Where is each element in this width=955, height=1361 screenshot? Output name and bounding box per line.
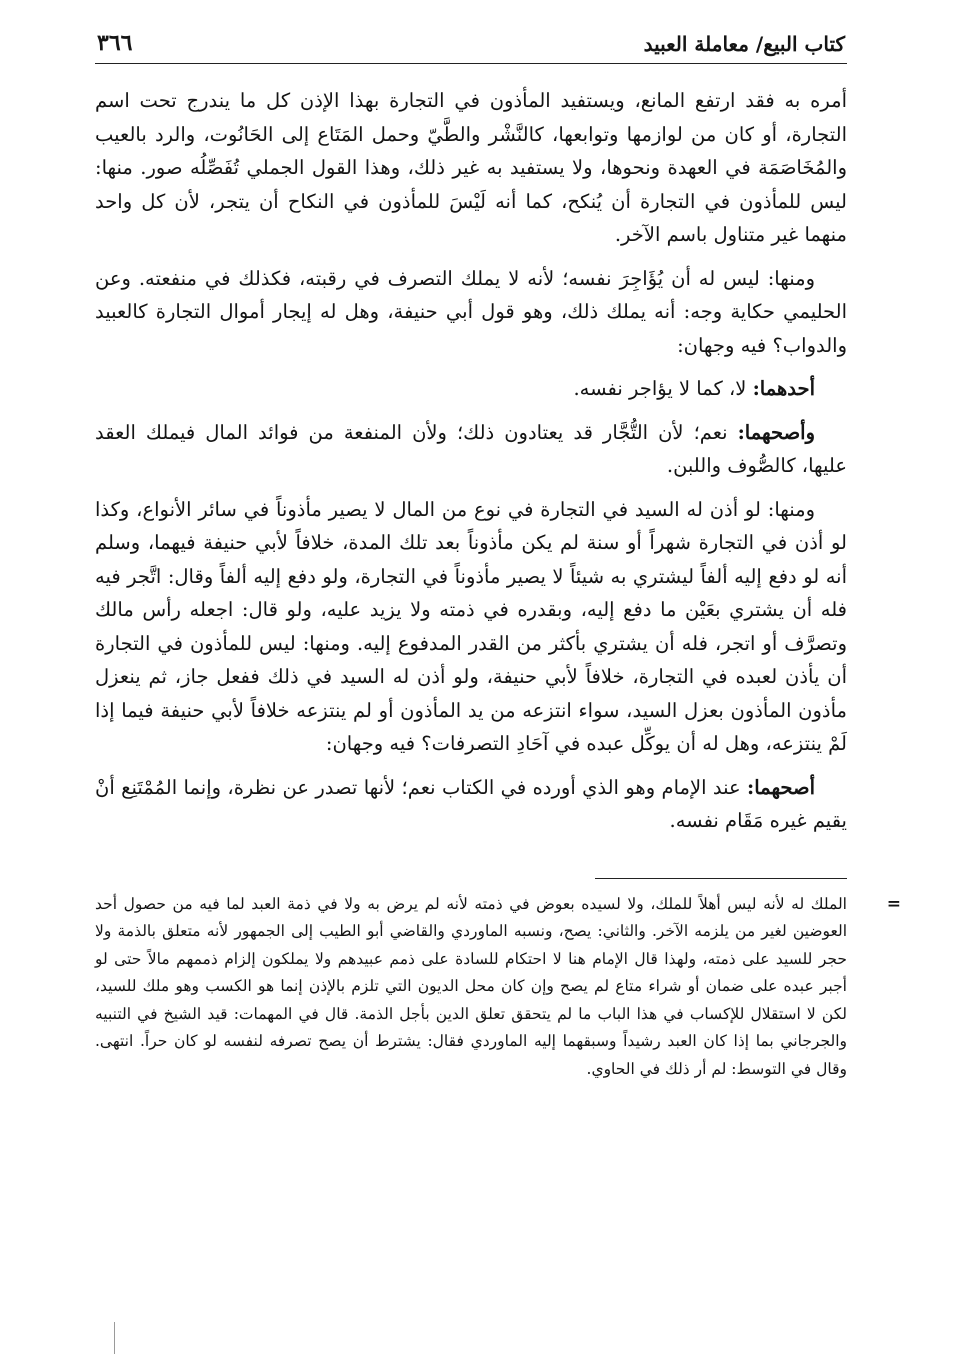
footnote	[95, 891, 901, 1084]
scan-artifact-line	[114, 1322, 117, 1354]
book-page	[95, 30, 901, 1083]
paragraph-4	[95, 416, 847, 483]
footnote-text: الملك له لأنه ليس أهلاً للملك، ولا لسيده بعوض في ذمته لأنه لم يرض به ولا في ذمة العبد لما فيه من حصول أحد العوضين لغير من يلزمه الآخر. والثاني: يصح، ونسبه الماوردي والقاضي أبو الطيب إلى الجمهور لأنه متعلق بالذمة ولا حجر للسيد على ذمته، ولهذا قال الإمام هنا لا احتكام للسادة على ذمم عبيدهم ولا يملكون إلزام ذممهم مالاً حتى لو أجبر عبده على ضمان أو شراء متاع لم يصح وإن كان محل الديون التي تلزم بالإذن إنما هو الكسب وهو ملك للسيد، لكن لا استقلال للإكساب في هذا الباب ما لم يتحقق تعلق الدين بأجل الذمة. قال في المهمات: قيد الشيخ في التنبيه والجرجاني بما إذا كان العبد رشيداً وسبقهما إليه الماوردي فقال: يشترط أن يصح تصرفه لنفسه لو كان حراً. انتهى. وقال في التوسط: لم أر ذلك في الحاوي.	[95, 894, 847, 1078]
paragraph-5: ومنها: لو أذن له السيد في التجارة في نوع من المال لا يصير مأذوناً في سائر الأنواع، وكذا لو أذن في التجارة شهراً أو سنة لم يكن مأذوناً بعد تلك المدة، خلافاً لأبي حنيفة فيهما، وسلم أنه لو دفع إليه ألفاً ليشتري به شيئاً لا يصير مأذوناً في التجارة، ولو دفع إليه ألفاً وقال: اتَّجر فيه فله أن يشتري بعَيْن ما دفع إليه، وبقدره في ذمته ولا يزيد عليه، ولو قال: اجعله رأس مالك وتصرَّف أو اتجر، فله أن يشتري بأكثر من القدر المدفوع إليه. ومنها: ليس للمأذون في التجارة أن يأذن لعبده في التجارة، خلافاً لأبي حنيفة، ولو أذن له السيد في ذلك ففعل جاز، ثم ينعزل مأذون المأذون بعزل السيد، سواء انتزعه من يد المأذون أو لم ينتزعه خلافاً لأبي حنيفة فيما إذا لَمْ ينتزعه، وهل له أن يوكِّل عبده في آحَادِ التصرفات؟ فيه وجهان:	[95, 497, 848, 755]
paragraph-6	[95, 771, 847, 838]
footnote-divider	[595, 878, 847, 879]
page-number: ٣٦٦	[97, 30, 133, 56]
footnote-continuation-mark: =	[886, 893, 901, 914]
paragraph-3-text: لا، كما لا يؤاجر نفسه.	[573, 377, 753, 400]
paragraph-2: ومنها: ليس له أن يُؤَاجِرَ نفسه؛ لأنه لا يملك التصرف في رقبته، فكذلك في منفعته. وعن الحليمي حكاية وجه: أنه يملك ذلك، وهو قول أبي حنيفة، وهل له إيجار أموال التجارة كالعبيد والدواب؟ فيه وجهان:	[95, 266, 847, 357]
paragraph-6-lead: أصحهما:	[747, 775, 815, 799]
paragraph-1: أمره به فقد ارتفع المانع، ويستفيد المأذون في التجارة بهذا الإذن كل ما يندرج تحت اسم التجارة، أو كان من لوازمها وتوابعها، كالنَّشْر والطَّيّ وحمل المَتَاع إلى الحَانُوت، والرد بالعيب والمُخَاصَمَة في العهدة ونحوها، ولا يستفيد به غير ذلك، وهذا القول الجملي تُفَصِّلُه صور. منها: ليس للمأذون في التجارة أن يُنكح، كما أنه لَيْسَ للمأذون في النكاح أن يتجر، لأن كل واحد منهما غير متناول باسم الآخر.	[95, 89, 847, 246]
paragraph-4-lead: وأصحهما:	[737, 420, 815, 444]
paragraph-4-text: نعم؛ لأن التُّجَّار قد يعتادون ذلك؛ ولأن المنفعة من فوائد المال فيملك العقد عليها، كالصُّوف واللبن.	[95, 420, 847, 477]
main-text	[95, 84, 847, 838]
page-header	[95, 30, 847, 64]
paragraph-3	[95, 372, 847, 406]
running-title: كتاب البيع/ معاملة العبيد	[643, 32, 845, 56]
paragraph-6-text: عند الإمام وهو الذي أورده في الكتاب نعم؛ لأنها تصدر عن نظرة، وإنما المُمْتَنِع أنْ يقيم غيره مَقَام نفسه.	[95, 775, 847, 832]
paragraph-3-lead: أحدهما:	[752, 377, 815, 400]
